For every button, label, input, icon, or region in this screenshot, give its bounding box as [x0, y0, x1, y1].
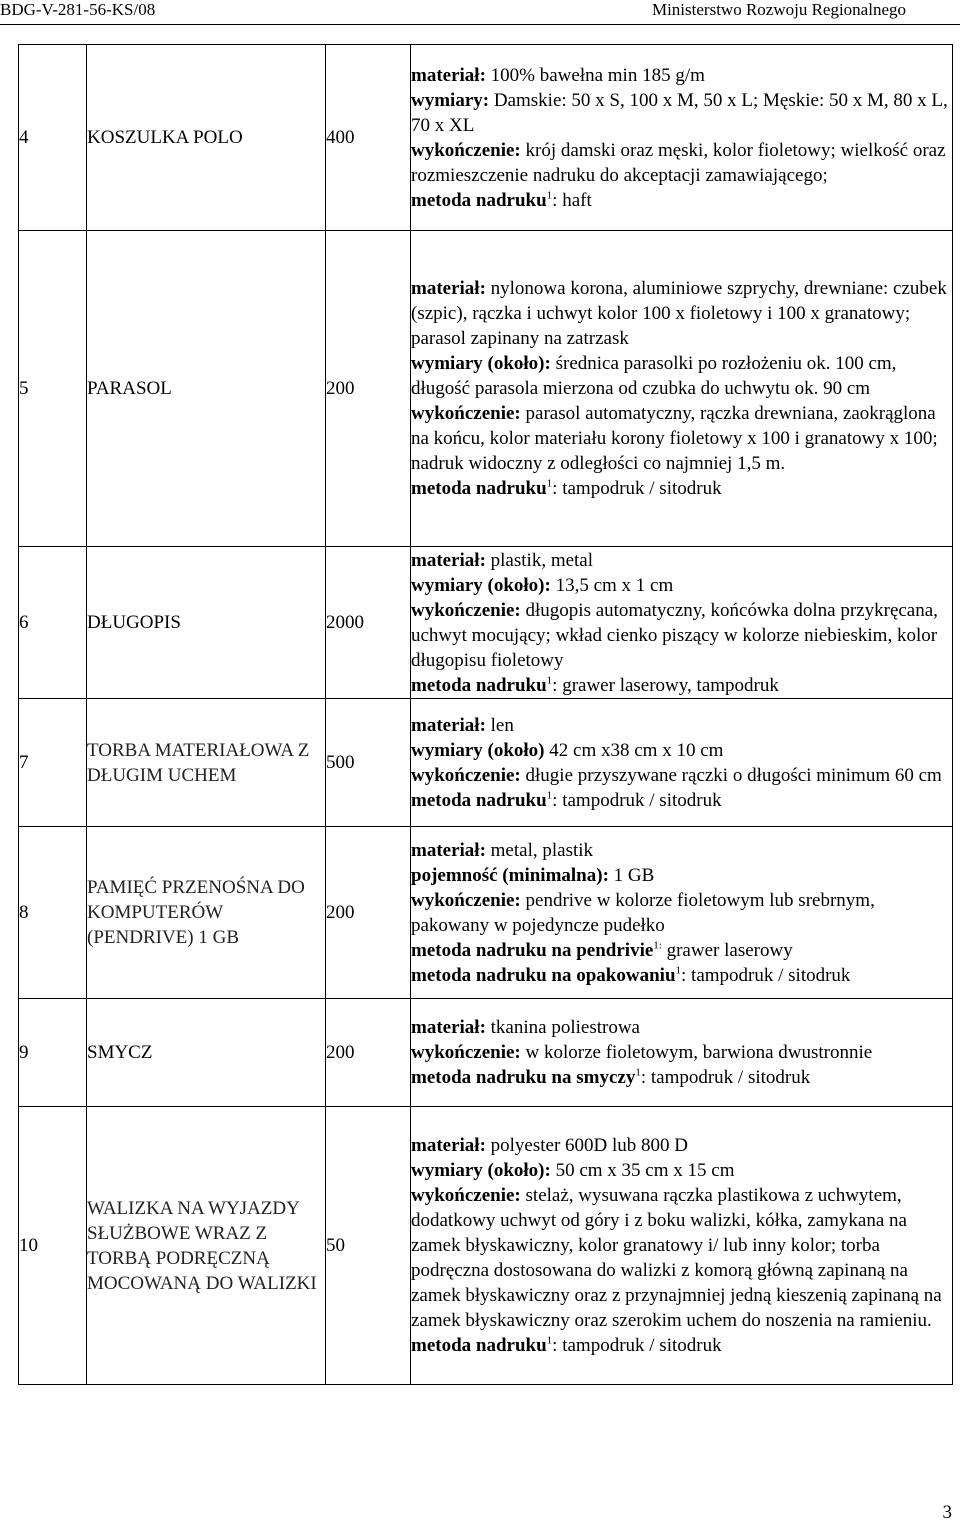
spec-text: krój damski oraz męski, kolor fioletowy; wielkość oraz rozmieszczenie nadruku do akceptacji zamawiającego;	[411, 139, 946, 186]
spec-text: długie przyszywane rączki o długości minimum 60 cm	[520, 764, 942, 786]
spec-line	[411, 573, 952, 598]
spec-text: : tampodruk / sitodruk	[552, 1335, 722, 1356]
item-number: 8	[19, 827, 87, 999]
table-row	[19, 547, 953, 699]
item-quantity: 2000	[326, 547, 411, 699]
spec-label: metoda nadruku	[411, 478, 547, 499]
spec-line	[411, 1333, 952, 1358]
item-description	[411, 1107, 953, 1385]
spec-label: wykończenie:	[411, 139, 521, 161]
spec-text: : tampodruk / sitodruk	[681, 964, 851, 986]
spec-text: : haft	[552, 189, 592, 211]
spec-label: pojemność (minimalna):	[411, 864, 609, 886]
spec-line	[411, 138, 952, 188]
spec-label: metoda nadruku	[411, 674, 547, 696]
spec-text: tkanina poliestrowa	[485, 1017, 640, 1038]
spec-line	[411, 1183, 952, 1333]
spec-label: materiał:	[411, 839, 486, 861]
spec-label: metoda nadruku na opakowaniu	[411, 964, 676, 986]
item-quantity: 400	[326, 45, 411, 231]
footnote-marker: 1	[546, 477, 553, 490]
specification-table	[18, 44, 953, 1385]
page-number: 3	[942, 1502, 952, 1523]
table-row	[19, 1107, 953, 1385]
spec-label: materiał:	[411, 549, 486, 571]
ministry-name: Ministerstwo Rozwoju Regionalnego	[651, 0, 906, 19]
item-number: 6	[19, 547, 87, 699]
spec-line	[411, 188, 952, 213]
spec-line	[411, 888, 952, 938]
table-row	[19, 231, 953, 547]
spec-text: nylonowa korona, aluminiowe szprychy, drewniane: czubek (szpic), rączka i uchwyt kolor 100 x fioletowy i 100 x granatowy; parasol zapinany na zatrzask	[411, 278, 947, 349]
spec-label: wymiary (około)	[411, 739, 545, 761]
item-description	[411, 231, 953, 547]
item-number: 10	[19, 1107, 87, 1385]
item-name: SMYCZ	[87, 999, 326, 1107]
item-quantity: 200	[326, 827, 411, 999]
footnote-marker: 1	[546, 1334, 553, 1347]
item-number: 5	[19, 231, 87, 547]
spec-line	[411, 276, 952, 351]
spec-line	[411, 763, 952, 788]
spec-label: materiał:	[411, 64, 486, 86]
spec-line	[411, 1065, 952, 1090]
table-row	[19, 827, 953, 999]
spec-text: długopis automatyczny, końcówka dolna przykręcana, uchwyt mocujący; wkład cienko piszący w kolorze niebieskim, kolor długopisu fioletowy	[411, 599, 938, 671]
item-quantity: 200	[326, 231, 411, 547]
spec-line	[411, 63, 952, 88]
footnote-marker: 1	[546, 789, 553, 802]
spec-line	[411, 963, 952, 988]
spec-label: wymiary:	[411, 89, 490, 111]
spec-line	[411, 88, 952, 138]
spec-line	[411, 788, 952, 813]
item-name: KOSZULKA POLO	[87, 45, 326, 231]
table-row	[19, 45, 953, 231]
spec-text: 50 cm x 35 cm x 15 cm	[550, 1160, 735, 1181]
spec-text: : tampodruk / sitodruk	[552, 478, 722, 499]
spec-label: materiał:	[411, 714, 486, 736]
item-description	[411, 547, 953, 699]
header-divider	[0, 24, 960, 25]
spec-line	[411, 548, 952, 573]
spec-label: materiał:	[411, 278, 486, 299]
spec-text: parasol automatyczny, rączka drewniana, zaokrąglona na końcu, kolor materiału korony fioletowy x 100 i granatowy x 100; nadruk widoczny z odległości co najmniej 1,5 m.	[411, 403, 938, 474]
spec-label: wykończenie:	[411, 1042, 521, 1063]
spec-label: metoda nadruku na pendrivie	[411, 939, 654, 961]
spec-line	[411, 838, 952, 863]
item-description	[411, 999, 953, 1107]
spec-line	[411, 938, 952, 963]
spec-line	[411, 401, 952, 476]
spec-label: wykończenie:	[411, 403, 521, 424]
spec-label: materiał:	[411, 1017, 486, 1038]
spec-label: wykończenie:	[411, 1185, 521, 1206]
footnote-marker: 1	[546, 189, 553, 202]
spec-text: stelaż, wysuwana rączka plastikowa z uchwytem, dodatkowy uchwyt od góry i z boku walizki, kółka, zamykana na zamek błyskawiczny, kolor granatowy i/ lub inny kolor; torba podręczna dostosowana do walizki z komorą główną zapinaną na zamek błyskawiczny oraz z przynajmniej jedną kieszenią zapinaną na zamek błyskawiczny oraz szerokim uchem do noszenia na ramieniu.	[411, 1185, 942, 1331]
spec-line	[411, 351, 952, 401]
item-description	[411, 827, 953, 999]
item-quantity: 50	[326, 1107, 411, 1385]
spec-text: : grawer laserowy, tampodruk	[552, 674, 779, 696]
spec-line	[411, 713, 952, 738]
item-name: DŁUGOPIS	[87, 547, 326, 699]
spec-label: metoda nadruku	[411, 189, 547, 211]
spec-label: wymiary (około):	[411, 574, 551, 596]
item-name: PAMIĘĆ PRZENOŚNA DO KOMPUTERÓW (PENDRIVE) 1 GB	[87, 827, 326, 999]
spec-text: grawer laserowy	[661, 939, 793, 961]
spec-text: Damskie: 50 x S, 100 x M, 50 x L; Męskie: 50 x M, 80 x L, 70 x XL	[411, 89, 948, 136]
item-number: 7	[19, 699, 87, 827]
spec-text: polyester 600D lub 800 D	[485, 1135, 689, 1156]
table-row	[19, 999, 953, 1107]
page-header	[0, 0, 960, 22]
item-number: 9	[19, 999, 87, 1107]
spec-line	[411, 1015, 952, 1040]
spec-line	[411, 738, 952, 763]
item-name: TORBA MATERIAŁOWA Z DŁUGIM UCHEM	[87, 699, 326, 827]
spec-line	[411, 1158, 952, 1183]
item-description	[411, 699, 953, 827]
spec-label: materiał:	[411, 1135, 486, 1156]
item-description	[411, 45, 953, 231]
spec-text: w kolorze fioletowym, barwiona dwustronnie	[520, 1042, 873, 1063]
spec-label: wykończenie:	[411, 889, 521, 911]
item-number: 4	[19, 45, 87, 231]
spec-line	[411, 673, 952, 698]
spec-text: metal, plastik	[485, 839, 594, 861]
spec-label: metoda nadruku na smyczy	[411, 1067, 636, 1088]
spec-line	[411, 863, 952, 888]
spec-label: metoda nadruku	[411, 789, 547, 811]
spec-label: wykończenie:	[411, 599, 521, 621]
spec-text: 13,5 cm x 1 cm	[550, 574, 674, 596]
item-quantity: 500	[326, 699, 411, 827]
spec-text: pendrive w kolorze fioletowym lub srebrnym, pakowany w pojedyncze pudełko	[411, 889, 875, 936]
spec-label: wymiary (około):	[411, 1160, 551, 1181]
footnote-marker: 1	[675, 964, 682, 977]
spec-label: wykończenie:	[411, 764, 521, 786]
footnote-marker: 1:	[653, 939, 662, 952]
spec-text: średnica parasolki po rozłożeniu ok. 100 cm, długość parasola mierzona od czubka do uchwytu ok. 90 cm	[411, 353, 897, 399]
spec-line	[411, 598, 952, 673]
item-name: WALIZKA NA WYJAZDY SŁUŻBOWE WRAZ Z TORBĄ PODRĘCZNĄ MOCOWANĄ DO WALIZKI	[87, 1107, 326, 1385]
footnote-marker: 1	[546, 674, 553, 687]
spec-text: len	[485, 714, 514, 736]
spec-text: 100% bawełna min 185 g/m	[485, 64, 705, 86]
spec-text: 42 cm x38 cm x 10 cm	[544, 739, 724, 761]
document-id: BDG-V-281-56-KS/08	[0, 0, 156, 19]
spec-label: wymiary (około):	[411, 353, 551, 374]
spec-line	[411, 1133, 952, 1158]
item-quantity: 200	[326, 999, 411, 1107]
spec-line	[411, 1040, 952, 1065]
table-row	[19, 699, 953, 827]
spec-text: plastik, metal	[485, 549, 594, 571]
spec-text: : tampodruk / sitodruk	[552, 789, 722, 811]
footnote-marker: 1	[635, 1066, 641, 1079]
spec-label: metoda nadruku	[411, 1335, 547, 1356]
spec-text: : tampodruk / sitodruk	[640, 1067, 811, 1088]
spec-text: 1 GB	[608, 864, 655, 886]
item-name: PARASOL	[87, 231, 326, 547]
spec-line	[411, 476, 952, 501]
